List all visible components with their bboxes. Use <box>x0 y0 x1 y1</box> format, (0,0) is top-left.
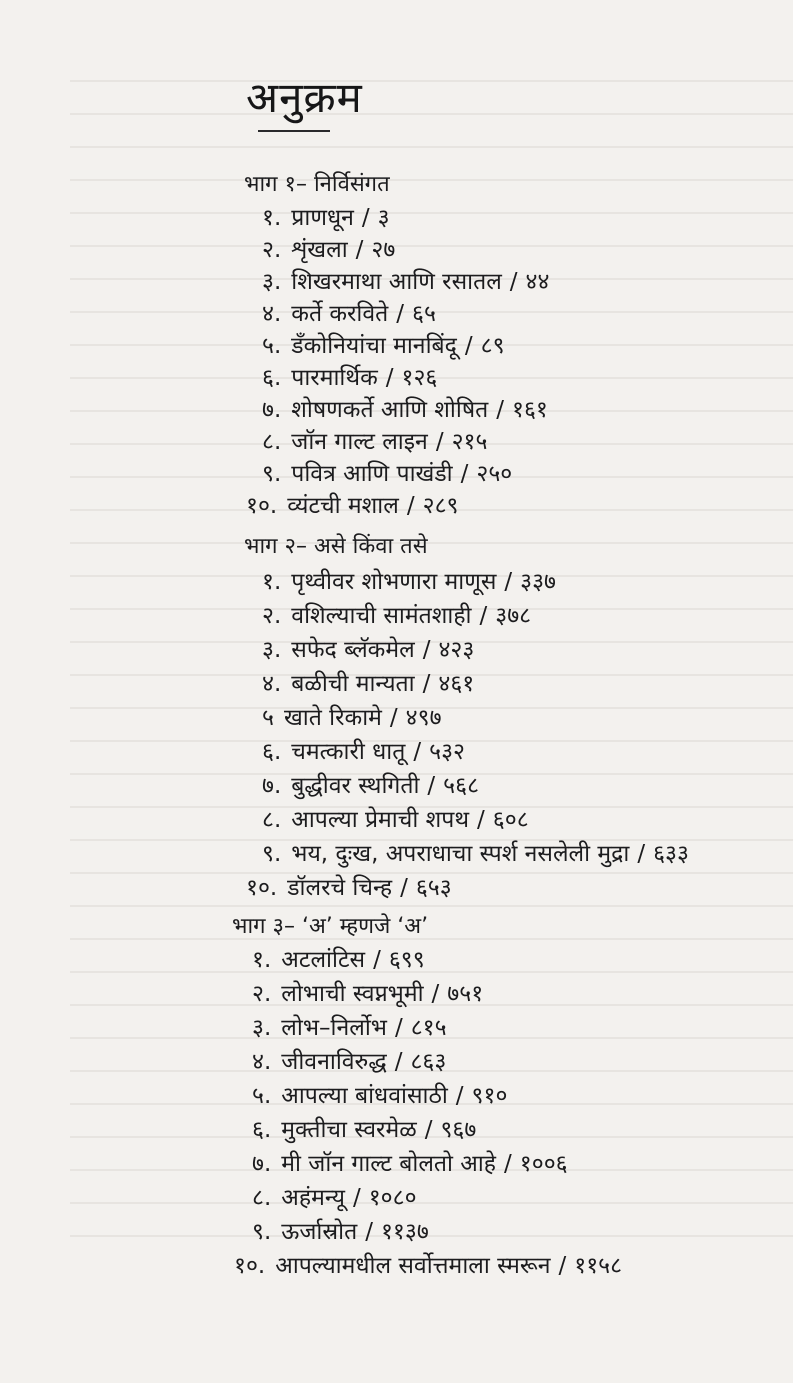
entry-page: ३३७ <box>520 569 557 595</box>
toc-entry: ८. जॉन गाल्ट लाइन / २१५ <box>262 426 487 458</box>
bleed-through-line <box>70 905 793 907</box>
entry-title: खाते रिकामे <box>283 705 382 731</box>
entry-page: ६५३ <box>415 875 452 901</box>
entry-number: ७. <box>262 397 282 423</box>
entry-title: लोभाची स्वप्नभूमी <box>281 981 424 1007</box>
entry-page: २५० <box>476 461 513 487</box>
entry-number: ७. <box>262 773 282 799</box>
entry-page: ४९७ <box>405 705 442 731</box>
toc-entry: २. वशिल्याची सामंतशाही / ३७८ <box>262 600 531 632</box>
entry-page: ७५१ <box>447 981 484 1007</box>
entry-title: प्राणधून <box>291 205 354 231</box>
bleed-through-line <box>70 938 793 940</box>
toc-entry: १. अटलांटिस / ६९९ <box>252 944 425 976</box>
toc-entry: ५ खाते रिकामे / ४९७ <box>262 702 442 734</box>
entry-title: जीवनाविरुद्ध <box>281 1049 387 1075</box>
entry-title: बुद्धीवर स्थगिती <box>291 773 420 799</box>
entry-page: १६१ <box>512 397 548 423</box>
bleed-through-line <box>70 1202 793 1204</box>
entry-number: २. <box>252 981 272 1007</box>
part-heading: भाग ३– ‘अ’ म्हणजे ‘अ’ <box>232 914 429 939</box>
entry-number: २. <box>262 237 282 263</box>
entry-title: शोषणकर्ते आणि शोषित <box>291 397 489 423</box>
entry-title: भय, दुःख, अपराधाचा स्पर्श नसलेली मुद्रा <box>291 841 630 867</box>
entry-title: पृथ्वीवर शोभणारा माणूस <box>291 569 497 595</box>
entry-page: ४२३ <box>438 637 475 663</box>
entry-page: ८६३ <box>410 1049 447 1075</box>
toc-entry: १. पृथ्वीवर शोभणारा माणूस / ३३७ <box>262 566 556 598</box>
entry-title: अटलांटिस <box>281 947 366 973</box>
entry-page: ४६१ <box>438 671 475 697</box>
entry-page: ६०८ <box>492 807 529 833</box>
toc-entry: ५. डँकोनियांचा मानबिंदू / ८९ <box>262 330 505 362</box>
entry-title: शिखरमाथा आणि रसातल <box>291 269 502 295</box>
bleed-through-line <box>70 971 793 973</box>
entry-page: ६५ <box>412 301 436 327</box>
entry-title: आपल्या बांधवांसाठी <box>281 1083 448 1109</box>
entry-page: १२६ <box>401 365 438 391</box>
toc-entry: ६. पारमार्थिक / १२६ <box>262 362 437 394</box>
entry-number: १. <box>252 947 272 973</box>
entry-title: शृंखला <box>291 237 348 263</box>
entry-number: ५. <box>252 1083 272 1109</box>
toc-entry: ३. लोभ–निर्लोभ / ८१५ <box>252 1012 447 1044</box>
entry-page: ११३७ <box>380 1219 429 1245</box>
entry-page: २७ <box>371 237 396 263</box>
entry-title: बळीची मान्यता <box>291 671 415 697</box>
entry-title: मी जॉन गाल्ट बोलतो आहे <box>281 1151 497 1177</box>
entry-page: ६३३ <box>653 841 689 867</box>
entry-page: ६९९ <box>388 947 425 973</box>
entry-number: १०. <box>234 1253 266 1279</box>
toc-entry: २. लोभाची स्वप्नभूमी / ७५१ <box>252 978 483 1010</box>
toc-entry: ७. मी जॉन गाल्ट बोलतो आहे / १००६ <box>252 1148 568 1180</box>
entry-page: ३७८ <box>495 603 532 629</box>
entry-page: ४४ <box>525 269 550 295</box>
entry-number: ९. <box>262 841 282 867</box>
entry-title: पारमार्थिक <box>291 365 378 391</box>
entry-page: ५६८ <box>443 773 480 799</box>
entry-number: ३. <box>252 1015 272 1041</box>
toc-entry: ३. शिखरमाथा आणि रसातल / ४४ <box>262 266 549 298</box>
toc-entry: ४. जीवनाविरुद्ध / ८६३ <box>252 1046 446 1078</box>
bleed-through-line <box>70 146 793 148</box>
toc-entry: ८. आपल्या प्रेमाची शपथ / ६०८ <box>262 804 529 836</box>
bleed-through-line <box>70 542 793 544</box>
toc-entry: ८. अहंमन्यू / १०८० <box>252 1182 417 1214</box>
part-heading: भाग २– असे किंवा तसे <box>244 534 428 559</box>
entry-title: अहंमन्यू <box>281 1185 345 1211</box>
toc-entry: ४. कर्ते करविते / ६५ <box>262 298 436 330</box>
entry-number: ८. <box>262 807 282 833</box>
entry-number: ६. <box>262 365 282 391</box>
title-underline <box>258 130 330 132</box>
entry-number: ३. <box>262 269 282 295</box>
entry-number: ६. <box>262 739 282 765</box>
bleed-through-line <box>70 179 793 181</box>
entry-title: पवित्र आणि पाखंडी <box>291 461 453 487</box>
toc-entry: ६. चमत्कारी धातू / ५३२ <box>262 736 465 768</box>
entry-number: ९. <box>252 1219 272 1245</box>
entry-page: २८९ <box>422 493 459 519</box>
entry-page: १०८० <box>368 1185 417 1211</box>
entry-number: १. <box>262 569 282 595</box>
toc-entry: ९. भय, दुःख, अपराधाचा स्पर्श नसलेली मुद्रा / ६३३ <box>262 838 689 870</box>
entry-page: ८९ <box>480 333 505 359</box>
bleed-through-line <box>70 212 793 214</box>
entry-title: कर्ते करविते <box>291 301 389 327</box>
toc-entry: १०. व्यंटची मशाल / २८९ <box>246 490 459 522</box>
entry-title: सफेद ब्लॅकमेल <box>291 637 415 663</box>
entry-number: ८. <box>262 429 282 455</box>
entry-number: ९. <box>262 461 282 487</box>
entry-title: डँकोनियांचा मानबिंदू <box>291 333 457 359</box>
entry-number: ४. <box>252 1049 272 1075</box>
entry-number: ५ <box>262 705 274 731</box>
bleed-through-line <box>70 245 793 247</box>
part-heading: भाग १– निर्विसंगत <box>244 172 390 197</box>
entry-page: १००६ <box>519 1151 568 1177</box>
entry-number: ५. <box>262 333 282 359</box>
entry-page: ८१५ <box>410 1015 447 1041</box>
toc-entry: २. शृंखला / २७ <box>262 234 395 266</box>
entry-page: ११५८ <box>574 1253 623 1279</box>
toc-entry: ४. बळीची मान्यता / ४६१ <box>262 668 474 700</box>
entry-number: १०. <box>246 875 278 901</box>
entry-number: ४. <box>262 301 282 327</box>
entry-title: आपल्यामधील सर्वोत्तमाला स्मरून <box>275 1253 551 1279</box>
entry-page: २१५ <box>451 429 488 455</box>
entry-number: १०. <box>246 493 278 519</box>
bleed-through-line <box>70 80 793 82</box>
entry-title: वशिल्याची सामंतशाही <box>291 603 472 629</box>
bleed-through-line <box>70 1235 793 1237</box>
entry-number: १. <box>262 205 282 231</box>
entry-number: ३. <box>262 637 282 663</box>
entry-title: व्यंटची मशाल <box>287 493 399 519</box>
toc-entry: ३. सफेद ब्लॅकमेल / ४२३ <box>262 634 474 666</box>
entry-page: ३ <box>377 205 390 231</box>
entry-number: ८. <box>252 1185 272 1211</box>
entry-title: मुक्तीचा स्वरमेळ <box>281 1117 417 1143</box>
toc-entry: १०. डॉलरचे चिन्ह / ६५३ <box>246 872 452 904</box>
page-title: अनुक्रम <box>246 73 363 122</box>
toc-entry: ७. बुद्धीवर स्थगिती / ५६८ <box>262 770 479 802</box>
toc-entry: १०. आपल्यामधील सर्वोत्तमाला स्मरून / ११५८ <box>234 1250 622 1282</box>
entry-title: लोभ–निर्लोभ <box>281 1015 387 1041</box>
entry-title: जॉन गाल्ट लाइन <box>291 429 428 455</box>
entry-number: ४. <box>262 671 282 697</box>
toc-entry: ९. ऊर्जास्रोत / ११३७ <box>252 1216 429 1248</box>
bleed-through-line <box>70 113 793 115</box>
entry-title: ऊर्जास्रोत <box>281 1219 358 1245</box>
toc-entry: ९. पवित्र आणि पाखंडी / २५० <box>262 458 512 490</box>
entry-number: ७. <box>252 1151 272 1177</box>
entry-page: ५३२ <box>429 739 465 765</box>
toc-entry: ५. आपल्या बांधवांसाठी / ९१० <box>252 1080 507 1112</box>
toc-entry: ७. शोषणकर्ते आणि शोषित / १६१ <box>262 394 548 426</box>
entry-title: चमत्कारी धातू <box>291 739 406 765</box>
entry-title: आपल्या प्रेमाची शपथ <box>291 807 470 833</box>
entry-number: २. <box>262 603 282 629</box>
entry-title: डॉलरचे चिन्ह <box>287 875 393 901</box>
toc-entry: १. प्राणधून / ३ <box>262 202 390 234</box>
entry-number: ६. <box>252 1117 272 1143</box>
toc-entry: ६. मुक्तीचा स्वरमेळ / ९६७ <box>252 1114 476 1146</box>
entry-page: ९१० <box>471 1083 508 1109</box>
entry-page: ९६७ <box>440 1117 477 1143</box>
